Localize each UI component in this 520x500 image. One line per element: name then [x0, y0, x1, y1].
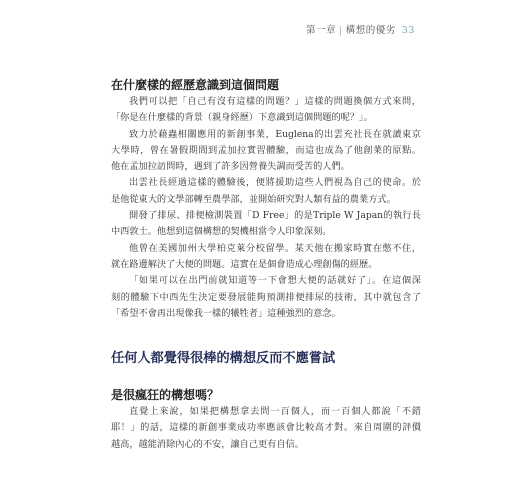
page-number: 33 — [401, 25, 415, 36]
body-text — [111, 404, 421, 453]
text-line: 耶！」的話，這樣的新創事業成功率應該會比較高才對。來自周圍的評價 — [111, 422, 421, 434]
text-line: 中西敦士。他想到這個構想的契機相當令人印象深刻。 — [111, 226, 332, 238]
text-line: 「你是在什麼樣的背景（親身經歷）下意識到這個問題的呢？」。 — [111, 112, 373, 124]
text-line: 直覺上來說，如果把構想拿去問一百個人，而一百個人都說「不錯 — [129, 406, 421, 417]
text-line: 大學時，曾在暑假期間到孟加拉實習體驗，而這也成為了他創業的原點。 — [111, 144, 421, 156]
header-separator: | — [339, 25, 343, 36]
text-line: 越高，越能消除內心的不安，讓自己更有自信。 — [111, 438, 304, 450]
text-line: 是他從東大的文學部轉至農學部，並開始研究對人類有益的農業方式。 — [111, 193, 396, 205]
text-line: 刻的體驗下中西先生決定要發展能夠預測排便排尿的技術，其中就包含了 — [111, 291, 421, 303]
text-line: 出雲社長經過這樣的體驗後，便將援助這些人們視為自己的使命。於 — [129, 177, 421, 189]
running-header — [306, 22, 415, 36]
section-heading: 在什麼樣的經歷意識到這個問題 — [111, 78, 280, 92]
text-line: 「希望不會再出現像我一樣的犧牲者」這種強烈的意念。 — [111, 307, 341, 319]
text-line: 就在路邊解決了大便的問題。這實在是個會造成心理創傷的經歷。 — [111, 258, 378, 270]
text-line: 我們可以把「自己有沒有這樣的問題？」這樣的問題換個方式來問， — [129, 96, 421, 107]
text-line: 他在孟加拉訪問時，遇到了許多因營養失調而受苦的人們。 — [111, 161, 350, 173]
text-line: 「如果可以在出門前就知道等一下會想大便的話就好了」。在這個深 — [129, 275, 421, 287]
chapter-title: 構想的優劣 — [345, 25, 396, 36]
text-line: 他曾在美國加州大學柏克萊分校留學。某天他在搬家時實在憋不住， — [129, 242, 421, 254]
text-line: 開發了排尿、排便檢測裝置「D Free」的是Triple W Japan的執行長 — [129, 210, 421, 222]
body-text — [111, 94, 421, 322]
text-line: 致力於藉蟲相關應用的新創事業，Euglena的出雲充社長在就讀東京 — [129, 128, 421, 140]
chapter-section-heading: 任何人都覺得很棒的構想反而不應嘗試 — [111, 351, 336, 366]
chapter-label: 第一章 — [306, 25, 337, 36]
section-heading: 是很瘋狂的構想嗎？ — [111, 388, 220, 402]
